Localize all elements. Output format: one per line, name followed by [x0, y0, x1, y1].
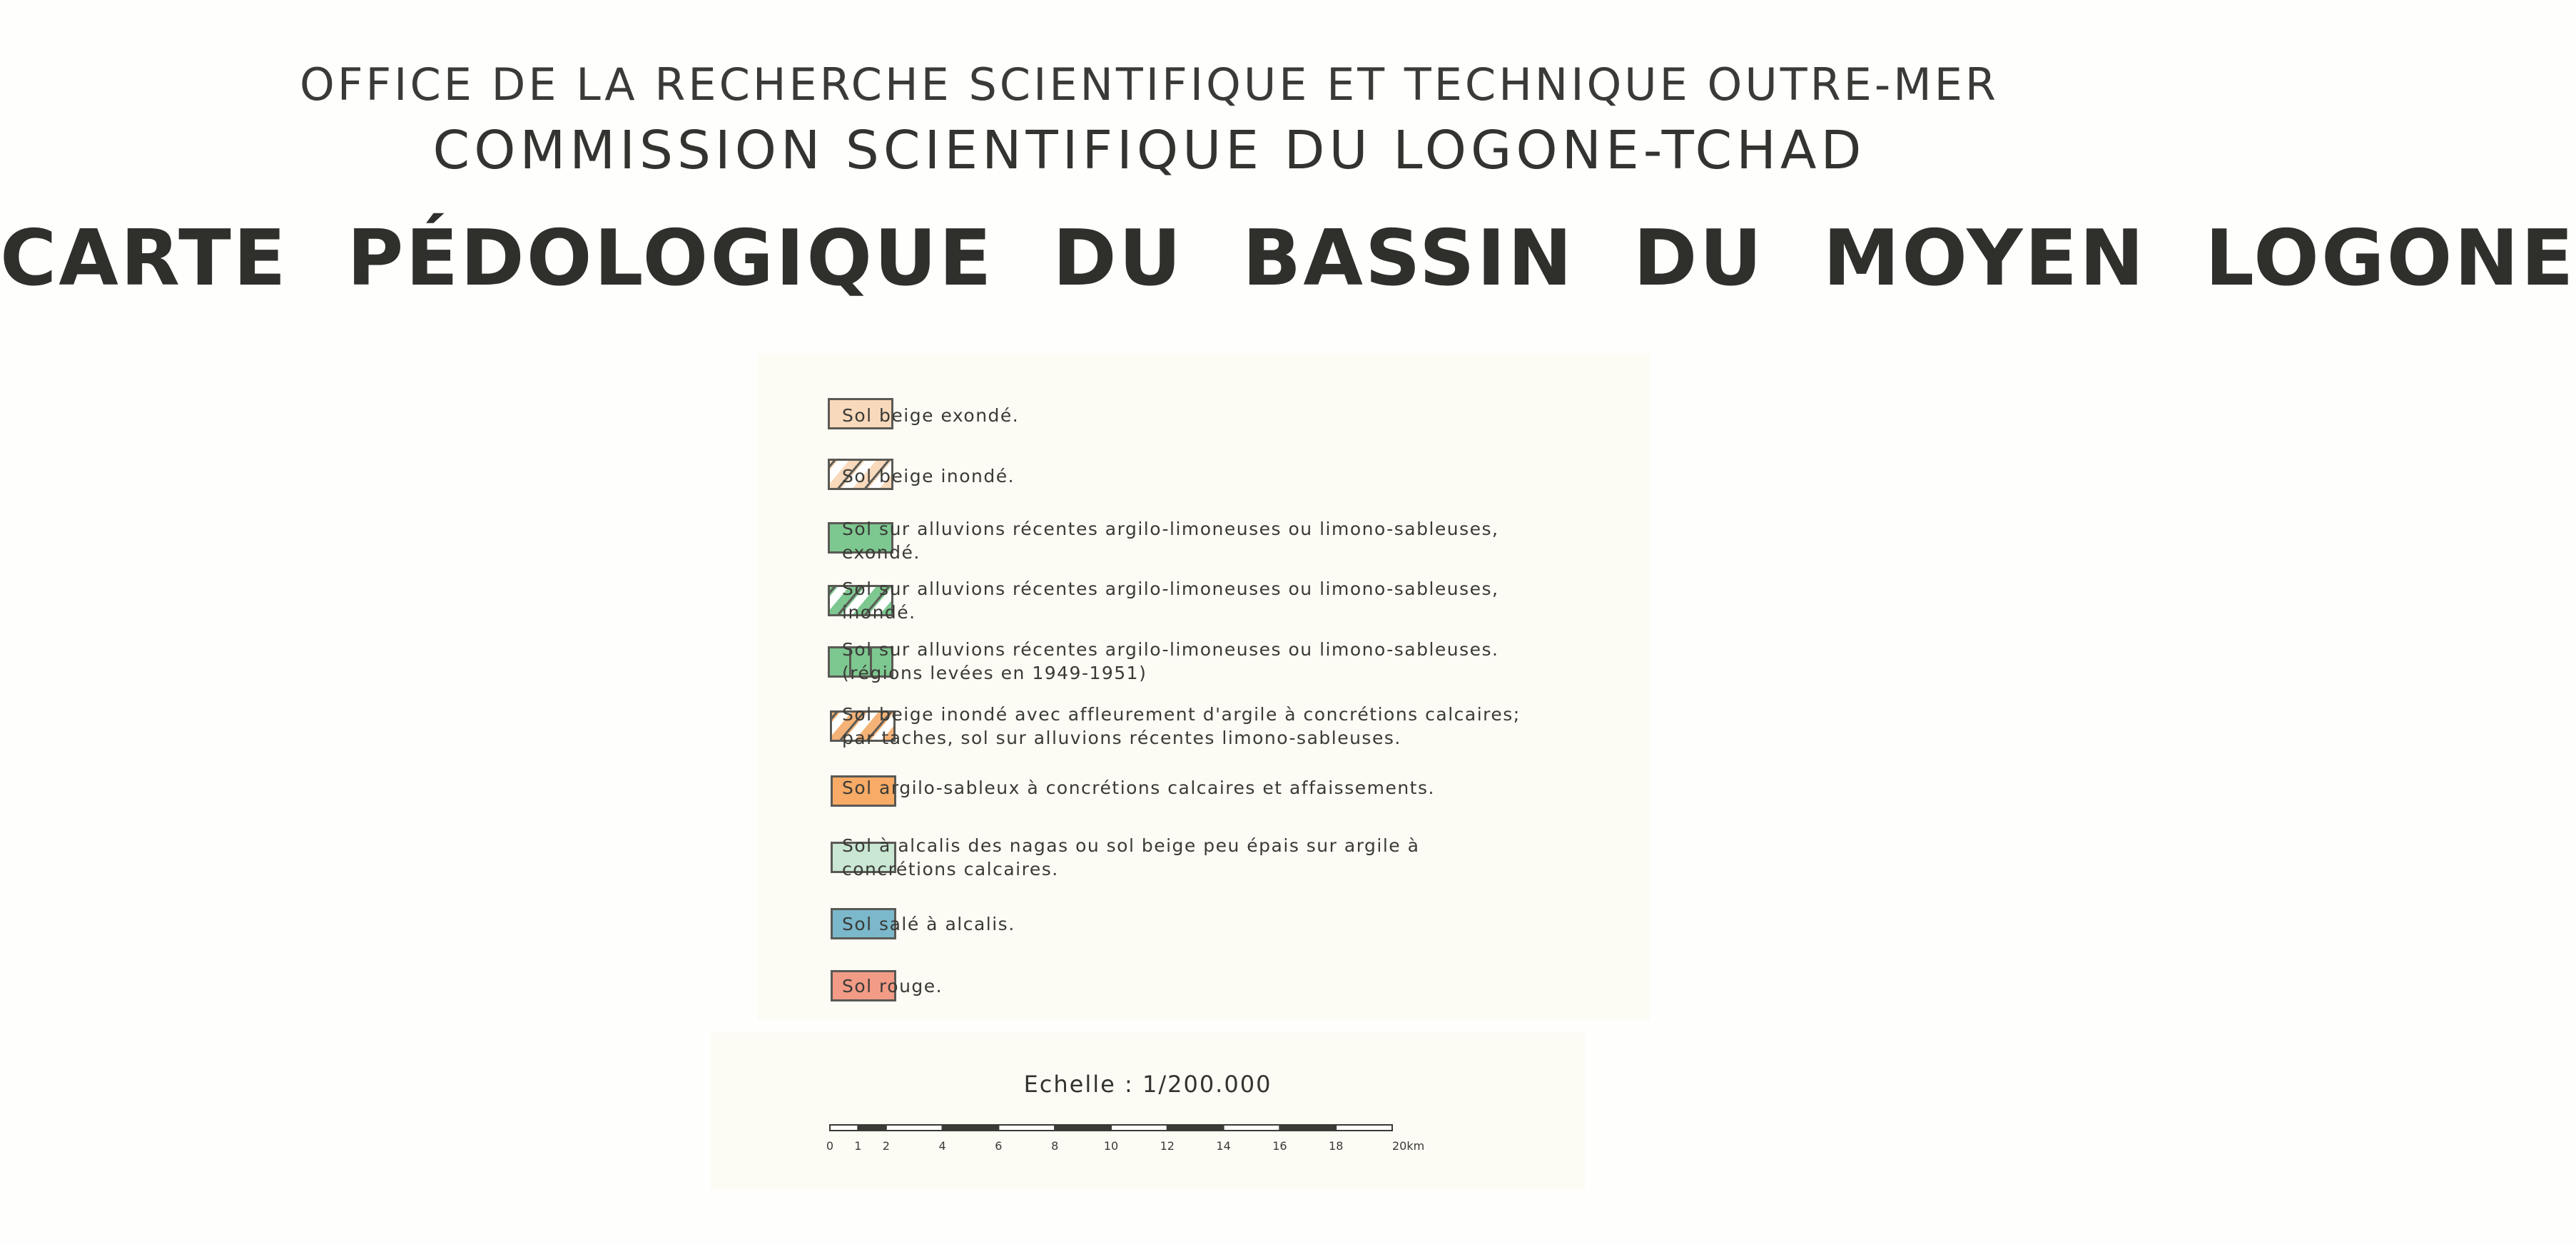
scale-tick-label: 1	[854, 1139, 862, 1153]
map-legend	[758, 353, 1650, 1020]
legend-label: Sol beige inondé.	[842, 466, 1015, 486]
scale-tick-label: 4	[938, 1139, 946, 1153]
scale-segment	[858, 1125, 886, 1131]
legend-label: Sol beige inondé avec affleurement d'argile à concrétions calcaires; par taches, sol sur alluvions récentes limono-sableuses.	[842, 704, 1521, 748]
scale-tick-label: 20km	[1392, 1139, 1425, 1153]
scale-tick-label: 8	[1051, 1139, 1059, 1153]
scale-segment	[1336, 1125, 1392, 1131]
scale-tick-label: 0	[826, 1139, 834, 1153]
map-title: CARTE PÉDOLOGIQUE DU BASSIN DU MOYEN LOGONE	[0, 214, 2576, 303]
scale-title: Echelle : 1/200.000	[1023, 1071, 1272, 1098]
commission-heading: COMMISSION SCIENTIFIQUE DU LOGONE-TCHAD	[432, 120, 1866, 181]
scale-tick-label: 6	[995, 1139, 1003, 1153]
scale-tick-label: 12	[1160, 1139, 1175, 1153]
scale-segment	[943, 1125, 999, 1131]
scale-segment	[1224, 1125, 1280, 1131]
legend-label: Sol sur alluvions récentes argilo-limoneuses ou limono-sableuses. (régions levées en 1949-1951)	[842, 639, 1499, 683]
scale-bar	[711, 1032, 1585, 1189]
scale-tick-label: 14	[1216, 1139, 1231, 1153]
legend-label: Sol à alcalis des nagas ou sol beige peu épais sur argile à concrétions calcaires.	[842, 835, 1420, 880]
scale-segment	[1279, 1125, 1336, 1131]
scale-tick-label: 16	[1272, 1139, 1287, 1153]
legend-label: Sol salé à alcalis.	[842, 914, 1015, 934]
legend-label: Sol beige exondé.	[842, 405, 1020, 426]
scale-segment	[830, 1125, 858, 1131]
scale-segment	[1167, 1125, 1224, 1131]
legend-label: Sol argilo-sableux à concrétions calcaires et affaissements.	[842, 778, 1435, 798]
scale-tick-label: 2	[882, 1139, 890, 1153]
office-heading: OFFICE DE LA RECHERCHE SCIENTIFIQUE ET TECHNIQUE OUTRE-MER	[300, 58, 1999, 111]
legend-label: Sol sur alluvions récentes argilo-limoneuses ou limono-sableuses, exondé.	[842, 519, 1499, 563]
scale-segment	[1055, 1125, 1111, 1131]
scale-tick-label: 10	[1103, 1139, 1119, 1153]
scale-panel	[711, 1032, 1585, 1189]
legend-label: Sol sur alluvions récentes argilo-limoneuses ou limono-sableuses, inondé.	[842, 578, 1499, 623]
scale-tick-label: 18	[1329, 1139, 1344, 1153]
scale-segment	[886, 1125, 943, 1131]
legend-label: Sol rouge.	[842, 976, 943, 996]
scale-segment	[1111, 1125, 1167, 1131]
scale-segment	[998, 1125, 1055, 1131]
